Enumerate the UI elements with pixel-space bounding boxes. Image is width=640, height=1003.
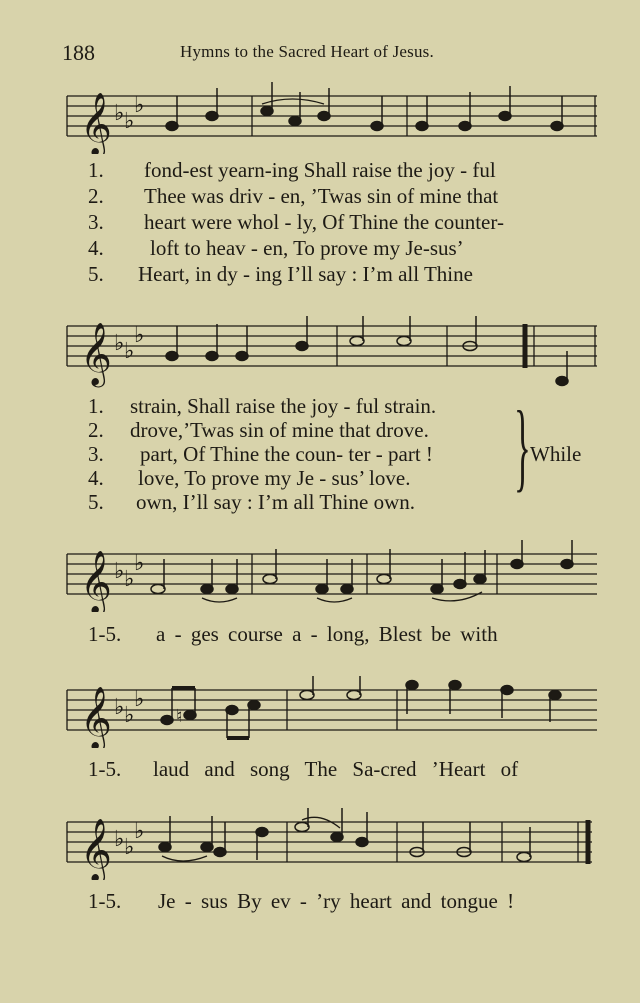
running-head: Hymns to the Sacred Heart of Jesus. (180, 42, 434, 61)
verse-number: 4. (88, 466, 104, 490)
staff-notation-4 (62, 676, 597, 748)
svg-text:♭: ♭ (124, 702, 135, 727)
verse-number: 1. (88, 394, 104, 418)
svg-text:♭: ♭ (124, 108, 135, 133)
verse-number: 1. (88, 158, 104, 182)
verse-line: love, To prove my Je - sus’ love. (138, 466, 411, 490)
page-number: 188 (62, 40, 95, 65)
verse-line: laud and song The Sa-cred ’Heart of (153, 757, 519, 781)
verse-line: strain, Shall raise the joy - ful strain. (130, 394, 437, 418)
svg-text:♭: ♭ (134, 322, 145, 347)
verse-number: 1-5. (88, 757, 122, 781)
svg-text:𝄞: 𝄞 (80, 92, 112, 154)
verse-block-1 (0, 158, 640, 286)
verse-number: 3. (88, 210, 104, 234)
verse-number: 3. (88, 442, 104, 466)
verse-number: 4. (88, 236, 104, 260)
verse-line: a - ges course a - long, Blest be with (156, 622, 498, 646)
verse-block-3 (0, 622, 640, 650)
verse-line: drove,’Twas sin of mine that drove. (130, 418, 429, 442)
svg-text:♭: ♭ (114, 694, 125, 719)
svg-text:𝄞: 𝄞 (80, 322, 112, 385)
svg-text:♮: ♮ (176, 706, 183, 726)
verse-number: 2. (88, 184, 104, 208)
verse-line: Je - sus By ev - ’ry heart and tongue ! (158, 889, 515, 913)
svg-text:♭: ♭ (114, 558, 125, 583)
verse-number: 5. (88, 490, 104, 514)
music-staff-2 (62, 316, 597, 396)
svg-text:♭: ♭ (134, 818, 145, 843)
svg-text:♭: ♭ (134, 92, 145, 117)
svg-text:♭: ♭ (114, 330, 125, 355)
svg-text:♭: ♭ (124, 338, 135, 363)
verse-number: 1-5. (88, 889, 122, 913)
verse-number: 2. (88, 418, 104, 442)
verse-line: loft to heav - en, To prove my Je-sus’ (150, 236, 464, 260)
music-staff-4 (62, 676, 597, 748)
verse-number: 1-5. (88, 622, 122, 646)
verse-line: own, I’ll say : I’m all Thine own. (136, 490, 415, 514)
verse-number: 5. (88, 262, 104, 286)
svg-text:♭: ♭ (114, 100, 125, 125)
verse-line: part, Of Thine the coun- ter - part ! (140, 442, 433, 466)
verse-line: heart were whol - ly, Of Thine the counter- (144, 210, 504, 234)
verse-block-4 (0, 757, 640, 785)
music-staff-1 (62, 82, 597, 154)
verse-line: fond-est yearn-ing Shall raise the joy - ful (144, 158, 496, 182)
verse-brace: } (514, 390, 531, 501)
svg-text:♭: ♭ (114, 826, 125, 851)
svg-text:𝄞: 𝄞 (80, 686, 112, 748)
verse-line: Thee was driv - en, ’Twas sin of mine that (144, 184, 499, 208)
svg-text:𝄞: 𝄞 (80, 818, 112, 880)
chorus-word: While (530, 442, 582, 466)
staff-notation-1 (62, 82, 597, 154)
staff-notation-5 (62, 808, 597, 880)
verse-block-2 (0, 390, 640, 519)
verse-line: Heart, in dy - ing I’ll say : I’m all Thine (138, 262, 473, 286)
svg-text:♭: ♭ (134, 686, 145, 711)
music-staff-3 (62, 540, 597, 612)
svg-text:♭: ♭ (134, 550, 145, 575)
verse-block-5 (0, 889, 640, 917)
staff-notation-2 (62, 316, 597, 396)
svg-text:𝄞: 𝄞 (80, 550, 112, 612)
svg-text:♭: ♭ (124, 566, 135, 591)
svg-text:♭: ♭ (124, 834, 135, 859)
staff-notation-3 (62, 540, 597, 612)
music-staff-5 (62, 808, 597, 880)
